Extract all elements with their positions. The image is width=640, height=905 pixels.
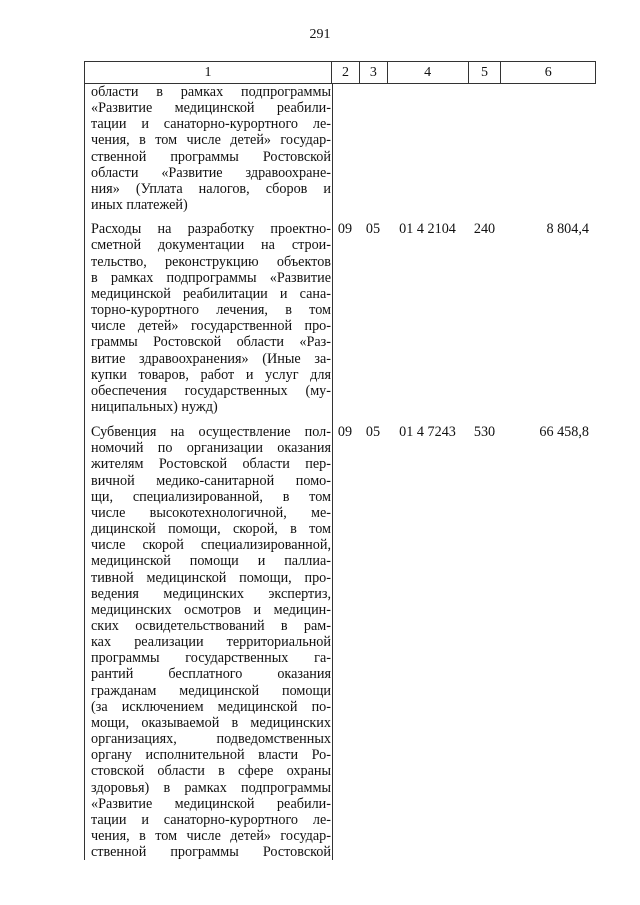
description-line: рантий бесплатного оказания <box>91 666 331 683</box>
description-line: иных платежей) <box>91 197 188 214</box>
header-col-4: 4 <box>388 62 469 83</box>
description-line: числе высокотехнологичной, ме- <box>91 504 331 521</box>
table-row <box>85 221 596 415</box>
description-line: обеспечения государственных (му- <box>91 382 331 399</box>
table-body <box>84 84 596 860</box>
description-line: области «Развитие здравоохране- <box>91 164 331 181</box>
description-line: Расходы на разработку проектно- <box>91 221 331 238</box>
description-line: числе скорой специализированной, <box>91 537 331 554</box>
description-line: Субвенция на осуществление пол- <box>91 424 331 441</box>
description-line: мощи, оказываемой в медицинских <box>91 714 331 731</box>
description-line: тивной медицинской помощи, про- <box>91 569 331 586</box>
description-line: чения, в том числе детей» государ- <box>91 132 331 149</box>
target-article-code <box>387 84 468 213</box>
description-line: организациях, подведомственных <box>91 731 331 748</box>
description-line: здоровья) в рамках подпрограммы <box>91 779 331 796</box>
amount-value: 8 804,4 <box>546 221 589 238</box>
header-col-1: 1 <box>85 62 332 83</box>
description-line: (за исключением медицинской по- <box>91 698 331 715</box>
table-header <box>84 61 596 84</box>
description-line: медицинских осмотров и медицин- <box>91 601 331 618</box>
description-line: ственной программы Ростовской <box>91 148 331 165</box>
description-line: купки товаров, работ и услуг для <box>91 366 331 383</box>
expense-type-code: 530 <box>473 424 496 441</box>
description-line: ских освидетельствований в рам- <box>91 618 331 634</box>
description-line: числе детей» государственной про- <box>91 318 331 335</box>
subsection-code <box>359 84 387 213</box>
row-description <box>85 84 331 213</box>
row-description <box>85 424 331 860</box>
description-line: в рамках подпрограммы «Развитие <box>91 269 331 286</box>
header-col-3: 3 <box>360 62 388 83</box>
description-line: медицинской реабилитации и сана- <box>91 285 331 302</box>
table-row <box>85 84 596 213</box>
description-line: ках реализации территориальной <box>91 634 331 651</box>
target-article-code: 01 4 2104 <box>399 221 456 238</box>
description-line: органу исполнительной власти Ро- <box>91 747 331 764</box>
description-line: тации и санаторно-курортного ле- <box>91 811 331 828</box>
description-line: медицинской помощи и паллиа- <box>91 553 331 570</box>
table-row <box>85 424 596 860</box>
description-line: витие здравоохранения» (Иные за- <box>91 350 331 367</box>
subsection-code: 05 <box>365 424 381 441</box>
section-code: 09 <box>337 424 353 441</box>
description-line: «Развитие медицинской реабили- <box>91 795 331 812</box>
section-code <box>331 84 359 213</box>
amount-value <box>501 84 595 213</box>
description-line: ведения медицинских экспертиз, <box>91 585 331 602</box>
description-line: номочий по организации оказания <box>91 440 331 457</box>
description-line: «Развитие медицинской реабили- <box>91 100 331 117</box>
description-line: гражданам медицинской помощи <box>91 682 331 699</box>
expense-type-code: 240 <box>473 221 496 238</box>
description-line: стовской области в сфере охраны <box>91 763 331 780</box>
description-line: области в рамках подпрограммы <box>91 84 331 100</box>
subsection-code: 05 <box>365 221 381 238</box>
description-line: ния» (Уплата налогов, сборов и <box>91 180 331 197</box>
amount-value: 66 458,8 <box>539 424 589 441</box>
description-line: ственной программы Ростовской <box>91 844 331 861</box>
target-article-code: 01 4 7243 <box>399 424 456 441</box>
description-line: чения, в том числе детей» государ- <box>91 828 331 845</box>
description-line: вичной медико-санитарной помо- <box>91 472 331 489</box>
description-line: жителям Ростовской области пер- <box>91 456 331 473</box>
header-col-2: 2 <box>332 62 360 83</box>
header-col-5: 5 <box>469 62 502 83</box>
description-line: дицинской помощи, скорой, в том <box>91 521 331 538</box>
page-number: 291 <box>309 27 331 42</box>
budget-table <box>84 61 596 860</box>
row-description <box>85 221 331 415</box>
header-col-6: 6 <box>544 64 552 80</box>
description-line: тельство, реконструкцию объектов <box>91 253 331 270</box>
description-line: щи, специализированной, в том <box>91 488 331 505</box>
description-line: программы государственных га- <box>91 650 331 667</box>
description-line: сметной документации на строи- <box>91 237 331 254</box>
description-line: тации и санаторно-курортного ле- <box>91 116 331 133</box>
description-line: ниципальных) нужд) <box>91 398 218 415</box>
description-line: граммы Ростовской области «Раз- <box>91 334 331 351</box>
expense-type-code <box>468 84 501 213</box>
description-line: торно-курортного лечения, в том <box>91 302 331 319</box>
section-code: 09 <box>337 221 353 238</box>
